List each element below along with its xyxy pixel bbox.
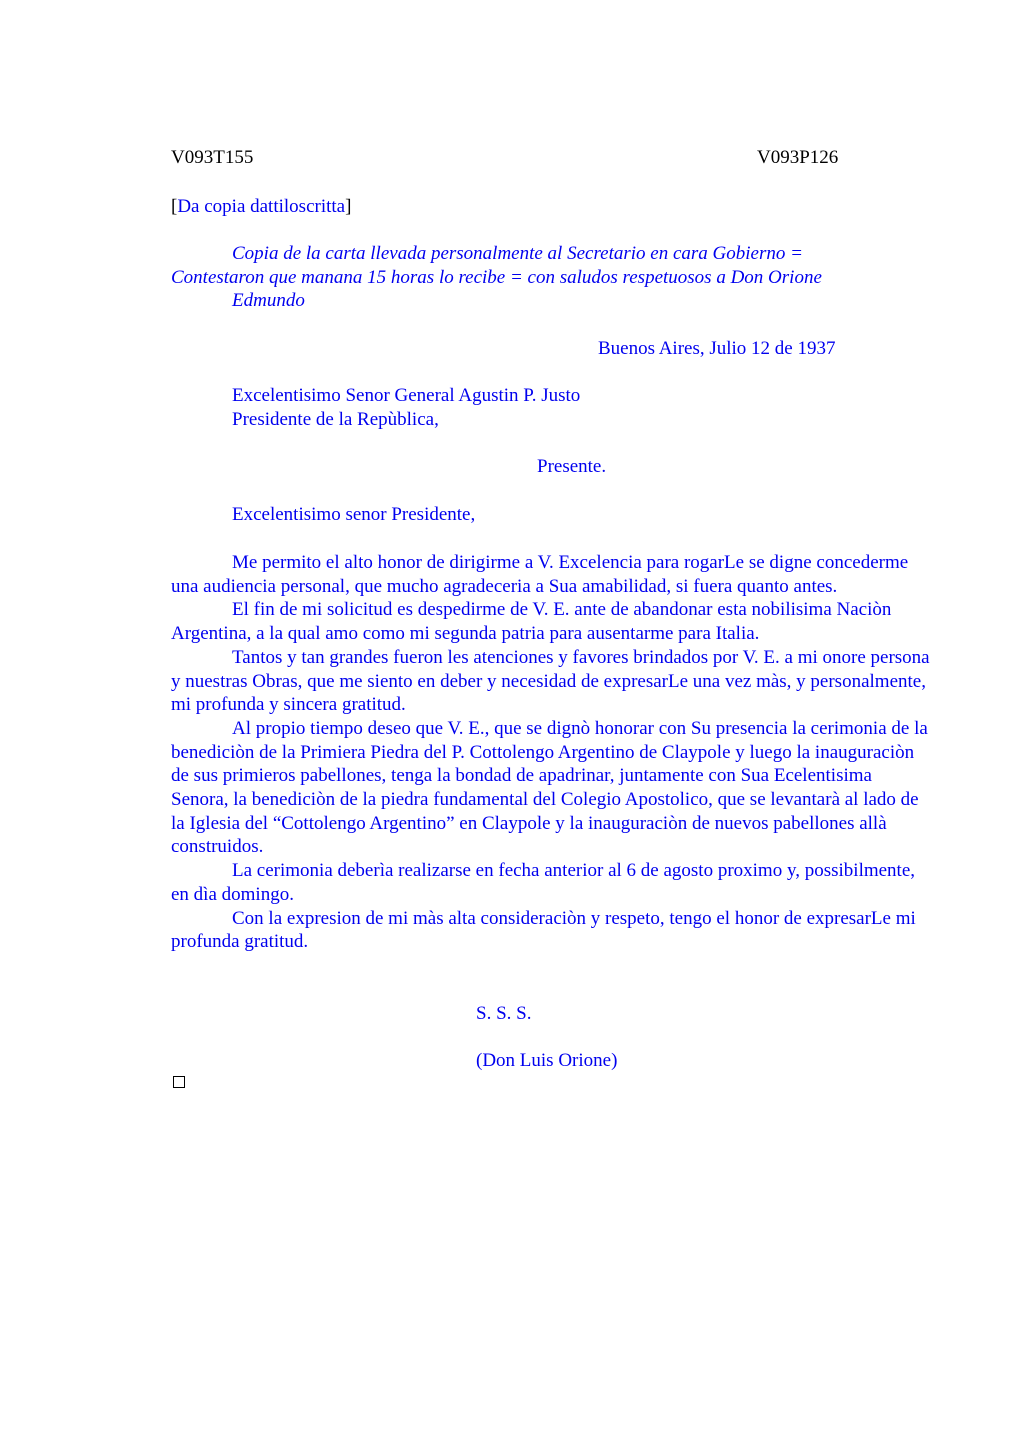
note-line-3: Edmundo (232, 290, 305, 312)
paragraph: El fin de mi solicitud es despedirme de V. E. ante de abandonar esta nobilisima Naciòn Argentina, a la qual amo como mi segunda patria para ausentarme para Italia. (171, 599, 892, 645)
presente-line: Presente. (537, 456, 607, 477)
source-text: Da copia dattiloscritta (177, 196, 346, 217)
paragraph: Tantos y tan grandes fueron les atenciones y favores brindados por V. E. a mi onore persona y nuestras Obras, que me siento en deber y necesidad de expresarLe una vez màs, y personalmente, mi profunda y sincera gratitud. (171, 646, 930, 716)
addressee-line-2: Presidente de la Repùblica, (232, 409, 439, 430)
end-of-document-box-icon (173, 1076, 185, 1088)
letter-body (171, 551, 931, 954)
source-close-bracket: ] (345, 196, 352, 217)
transmittal-note (171, 242, 891, 313)
note-line-2: Contestaron que manana 15 horas lo recibe = con saludos respetuosos a Don Orione (171, 266, 822, 288)
paragraph: Al propio tiempo deseo que V. E., que se dignò honorar con Su presencia la cerimonia de la benediciòn de la Primiera Piedra del P. Cottolengo Argentino de Claypole y luego la inauguraciòn de sus primieros pabellones, tenga la bondad de apadrinar, juntamente con Sua Ecelentisima Senora, la benediciòn de la piedra fundamental del Colegio Apostolico, que se levantarà al lado de la Iglesia del “Cottolengo Argentino” en Claypole y la inauguraciòn de nuevos pabellones allà construidos. (171, 717, 928, 858)
paragraph: La cerimonia deberìa realizarse en fecha anterior al 6 de agosto proximo y, possibilmente, en dìa domingo. (171, 860, 916, 905)
header-left-code: V093T155 (171, 147, 254, 168)
salutation: Excelentisimo senor Presidente, (232, 504, 476, 525)
addressee-line-1: Excelentisimo Senor General Agustin P. Justo (232, 385, 581, 406)
paragraph: Con la expresion de mi màs alta consideraciòn y respeto, tengo el honor de expresarLe mi profunda gratitud. (171, 907, 916, 953)
paragraph: Me permito el alto honor de dirigirme a V. Excelencia para rogarLe se digne concederme una audiencia personal, que mucho agradeceria a Sua amabilidad, si fuera quanto antes. (171, 552, 909, 597)
closing: S. S. S. (476, 1003, 532, 1024)
header-right-code: V093P126 (757, 147, 839, 168)
source-open-bracket: [ (171, 196, 178, 217)
signature: (Don Luis Orione) (476, 1050, 618, 1071)
date-line: Buenos Aires, Julio 12 de 1937 (598, 338, 836, 359)
source-note (171, 195, 351, 219)
note-line-1: Copia de la carta llevada personalmente al Secretario en cara Gobierno = (232, 243, 803, 264)
